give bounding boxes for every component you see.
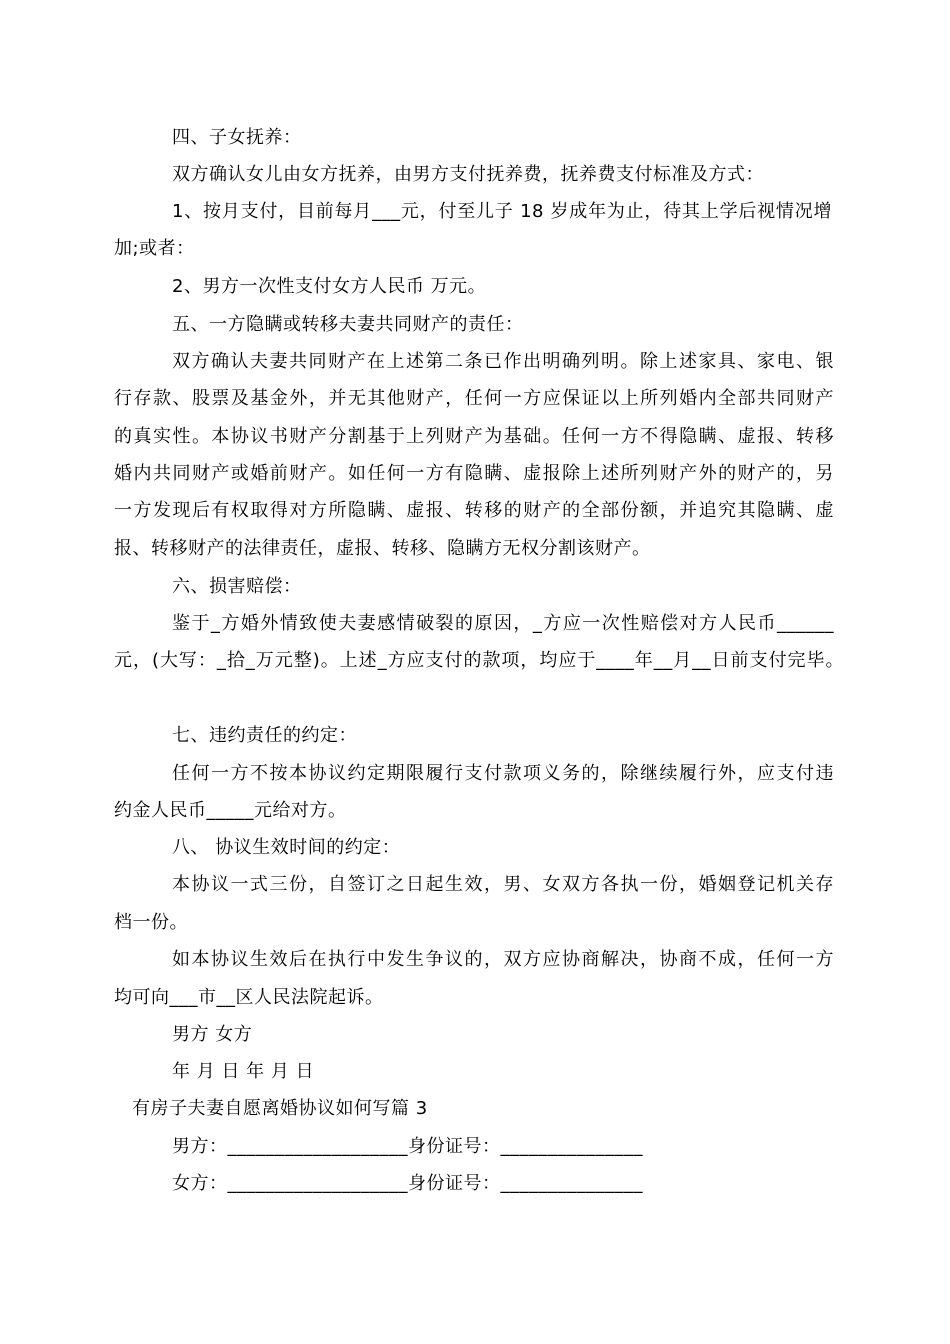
paragraph-line: 双方确认女儿由女方抚养，由男方支付抚养费，抚养费支付标准及方式： <box>172 164 764 185</box>
paragraph-line: 如本协议生效后在执行中发生争议的，双方应协商解决，协商不成，任何一方 <box>172 949 834 970</box>
paragraph-line: 本协议一式三份，自签订之日起生效，男、女双方各执一份，婚姻登记机关存 <box>172 874 834 895</box>
section-heading: 八、 协议生效时间的约定： <box>172 837 401 858</box>
article-title: 有房子夫妻自愿离婚协议如何写篇 3 <box>132 1098 428 1119</box>
paragraph-line: 一方发现后有权取得对方所隐瞒、虚报、转移的财产的全部份额，并追究其隐瞒、虚 <box>114 500 834 521</box>
paragraph-line: 约金人民币_____元给对方。 <box>114 800 347 821</box>
party-field-line: 男方：___________________身份证号：_______________ <box>172 1136 643 1157</box>
paragraph-line: 的真实性。本协议书财产分割基于上列财产为基础。任何一方不得隐瞒、虚报、转移 <box>114 426 834 447</box>
paragraph-line: 报、转移财产的法律责任，虚报、转移、隐瞒方无权分割该财产。 <box>114 538 651 559</box>
paragraph-line: 均可向___市__区人民法院起诉。 <box>114 987 384 1008</box>
paragraph-line: 婚内共同财产或婚前财产。如任何一方有隐瞒、虚报除上述所列财产外的财产的，另 <box>114 463 834 484</box>
section-heading: 六、损害赔偿： <box>172 576 302 597</box>
paragraph-line: 1、按月支付，目前每月___元，付至儿子 18 岁成年为止，待其上学后视情况增 <box>172 201 832 222</box>
paragraph-line: 任何一方不按本协议约定期限履行支付款项义务的，除继续履行外，应支付违 <box>172 763 834 784</box>
section-heading: 四、子女抚养： <box>172 127 302 148</box>
section-heading: 七、违约责任的约定： <box>172 725 357 746</box>
party-field-line: 女方：___________________身份证号：_______________ <box>172 1173 643 1194</box>
signature-line: 男方 女方 <box>172 1024 253 1045</box>
paragraph-line: 元，(大写：_拾_万元整)。上述_方应支付的款项，均应于____年__月__日前支付完毕。 <box>114 650 844 671</box>
paragraph-line: 2、男方一次性支付女方人民币 万元。 <box>172 276 487 297</box>
section-heading: 五、一方隐瞒或转移夫妻共同财产的责任： <box>172 314 524 335</box>
paragraph-line: 双方确认夫妻共同财产在上述第二条已作出明确列明。除上述家具、家电、银 <box>172 351 834 372</box>
paragraph-line: 行存款、股票及基金外，并无其他财产，任何一方应保证以上所列婚内全部共同财产 <box>114 388 834 409</box>
date-line: 年 月 日 年 月 日 <box>172 1061 315 1082</box>
paragraph-line: 鉴于_方婚外情致使夫妻感情破裂的原因，_方应一次性赔偿对方人民币______ <box>172 613 834 634</box>
paragraph-line: 加;或者： <box>114 238 195 259</box>
paragraph-line: 档一份。 <box>114 912 188 933</box>
